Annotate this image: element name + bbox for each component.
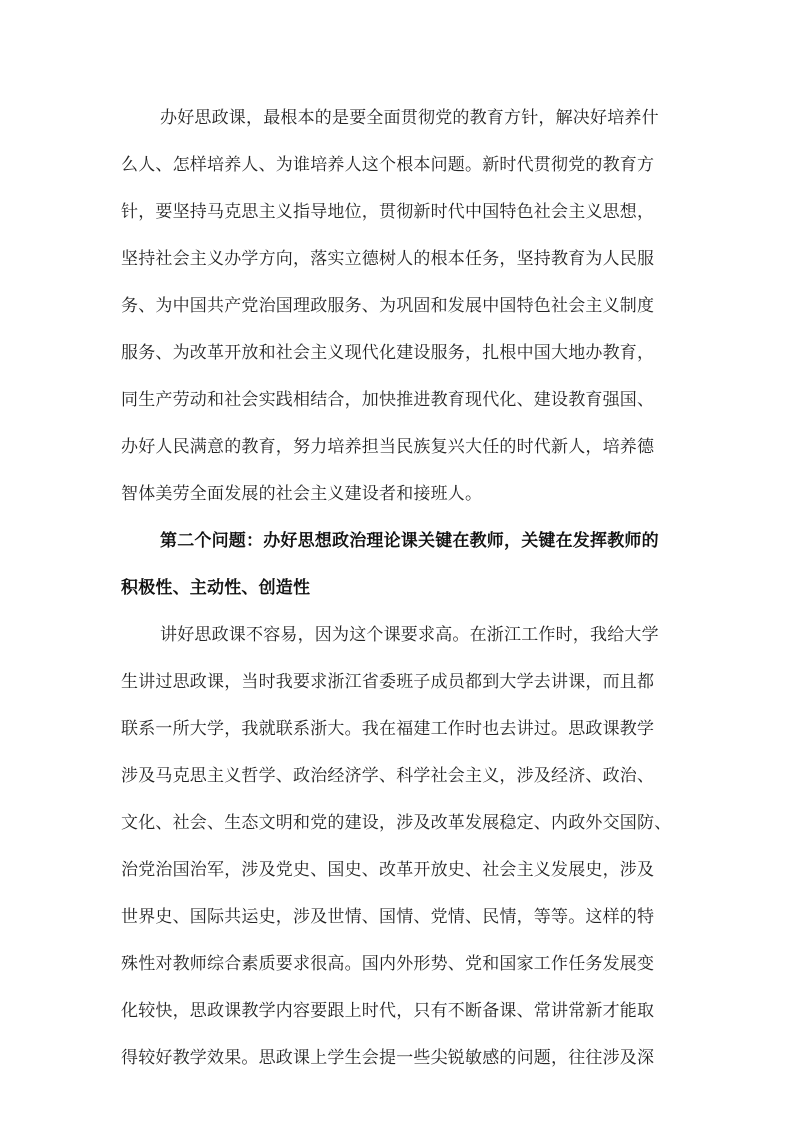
text-line: 讲好思政课不容易，因为这个课要求高。在浙江工作时，我给大学 [160, 625, 659, 645]
text-line: 联系一所大学，我就联系浙大。我在福建工作时也去讲过。思政课教学 [121, 719, 655, 739]
text-line: 办好思政课，最根本的是要全面贯彻党的教育方针，解决好培养什 [160, 108, 659, 128]
text-line: 文化、社会、生态文明和党的建设，涉及改革发展稳定、内政外交国防、 [121, 813, 672, 833]
heading-line: 积极性、主动性、创造性 [121, 578, 311, 598]
text-line: 得较好教学效果。思政课上学生会提一些尖锐敏感的问题，往往涉及深 [121, 1048, 655, 1068]
text-line: 么人、怎样培养人、为谁培养人这个根本问题。新时代贯彻党的教育方 [121, 155, 655, 175]
text-line: 务、为中国共产党治国理政服务、为巩固和发展中国特色社会主义制度 [121, 296, 655, 316]
text-line: 服务、为改革开放和社会主义现代化建设服务，扎根中国大地办教育， [121, 343, 655, 363]
text-line: 治党治国治军，涉及党史、国史、改革开放史、社会主义发展史，涉及 [121, 860, 655, 880]
text-line: 同生产劳动和社会实践相结合，加快推进教育现代化、建设教育强国、 [121, 390, 655, 410]
text-line: 涉及马克思主义哲学、政治经济学、科学社会主义，涉及经济、政治、 [121, 766, 655, 786]
heading-line: 第二个问题：办好思想政治理论课关键在教师，关键在发挥教师的 [160, 531, 659, 551]
text-line: 智体美劳全面发展的社会主义建设者和接班人。 [121, 484, 483, 504]
text-line: 办好人民满意的教育，努力培养担当民族复兴大任的时代新人，培养德 [121, 437, 655, 457]
text-line: 坚持社会主义办学方向，落实立德树人的根本任务，坚持教育为人民服 [121, 249, 655, 269]
text-line: 殊性对教师综合素质要求很高。国内外形势、党和国家工作任务发展变 [121, 954, 655, 974]
text-line: 生讲过思政课，当时我要求浙江省委班子成员都到大学去讲课，而且都 [121, 672, 655, 692]
text-line: 针，要坚持马克思主义指导地位，贯彻新时代中国特色社会主义思想， [121, 202, 655, 222]
text-line: 世界史、国际共运史，涉及世情、国情、党情、民情，等等。这样的特 [121, 907, 655, 927]
text-line: 化较快，思政课教学内容要跟上时代，只有不断备课、常讲常新才能取 [121, 1001, 655, 1021]
